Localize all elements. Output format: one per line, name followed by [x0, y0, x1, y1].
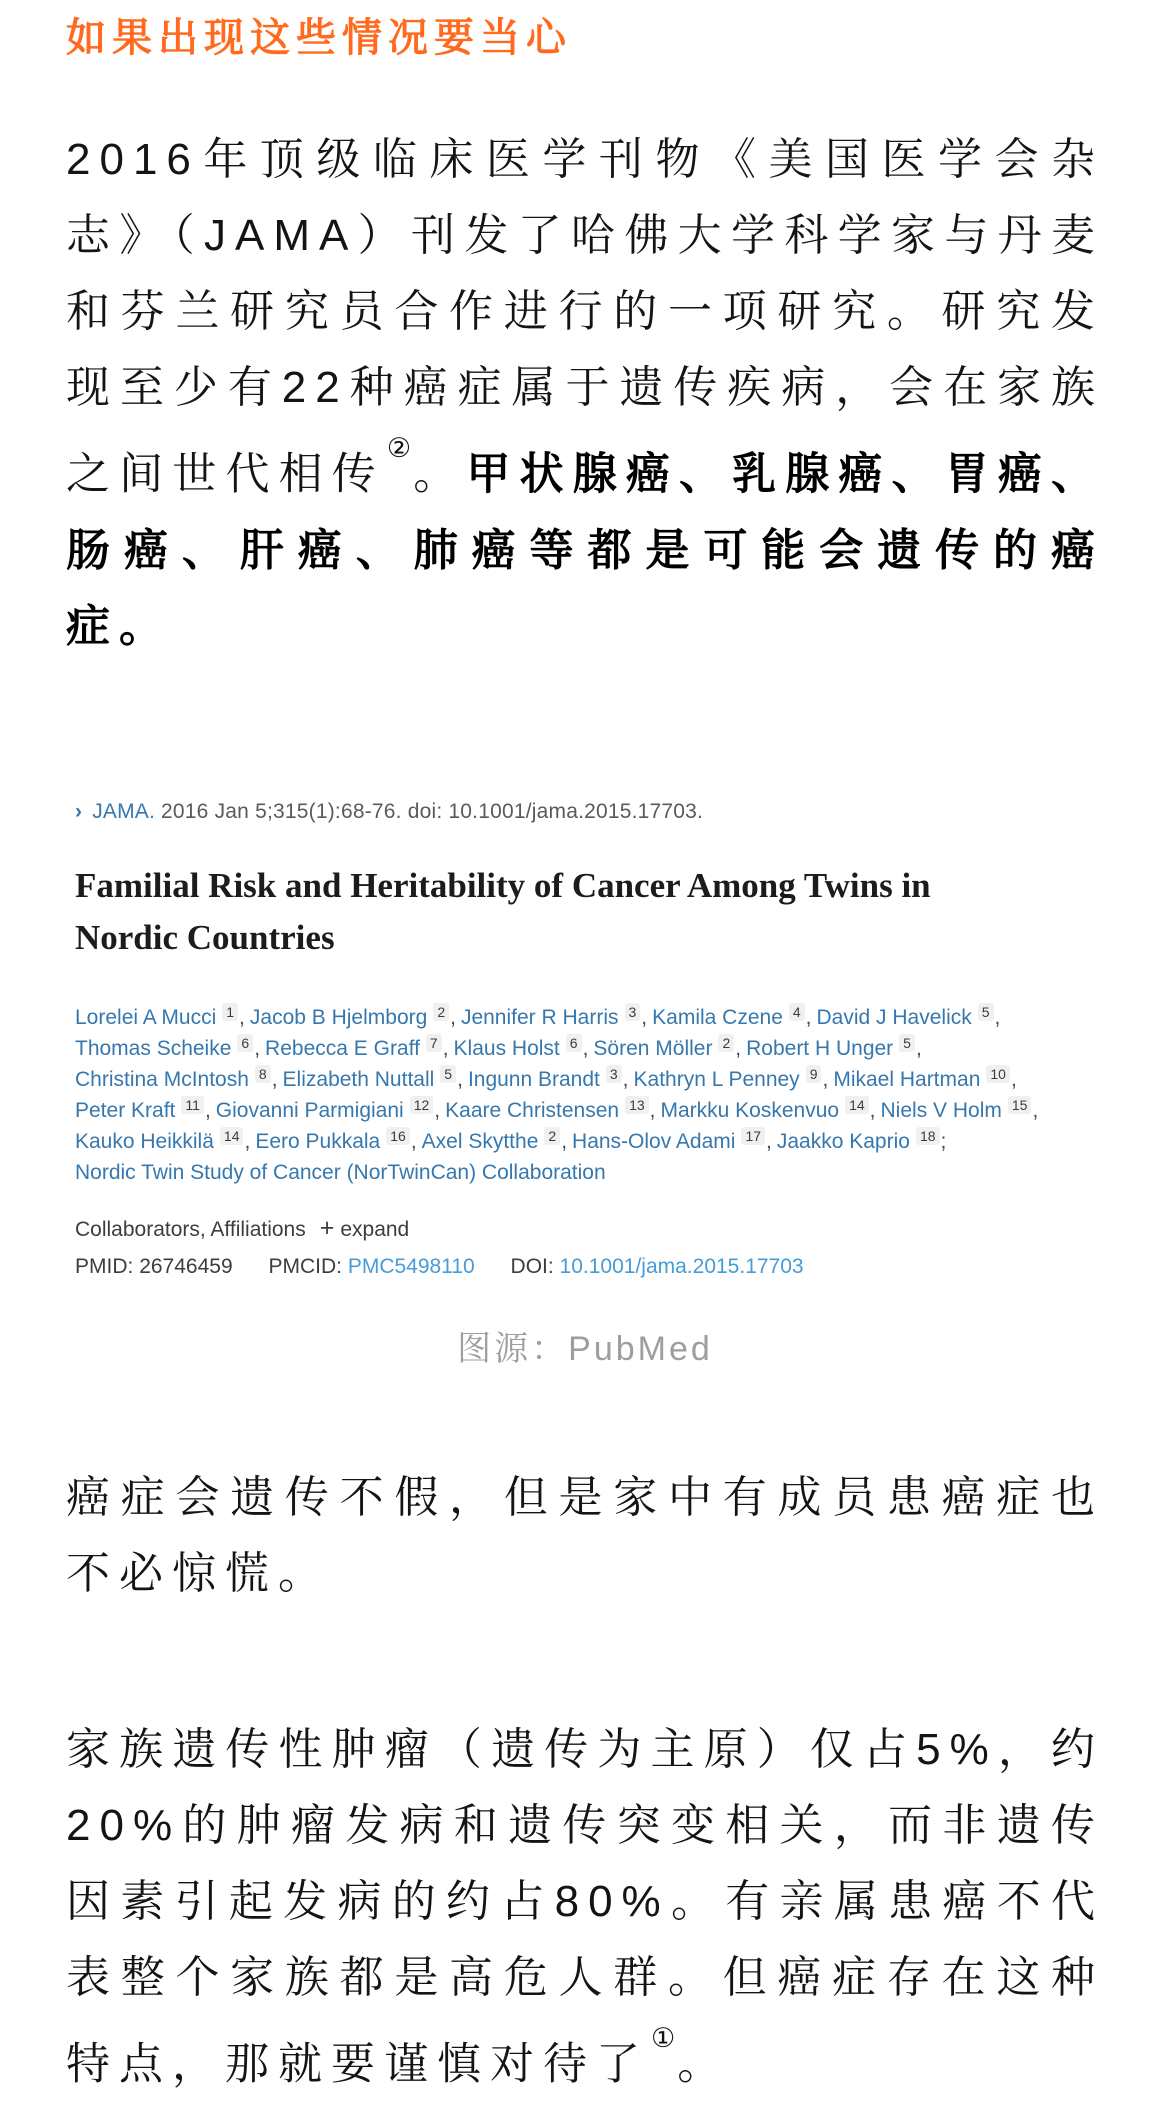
author	[593, 1034, 746, 1060]
author	[660, 1096, 881, 1122]
author-separator: ,	[561, 1129, 568, 1153]
doi-label: DOI:	[510, 1254, 554, 1278]
affiliation-number[interactable]: 7	[426, 1034, 442, 1052]
intro-bold-text: 甲状腺癌、乳腺癌、胃癌、肠癌、肝癌、肺癌等都是可能会遗传的癌症。	[66, 449, 1105, 651]
para3-period: 。	[677, 2039, 731, 2089]
image-caption: 图源：PubMed	[457, 1329, 713, 1368]
author-line	[75, 1002, 1104, 1033]
author-separator: ,	[410, 1129, 417, 1153]
author-link[interactable]: Christina McIntosh	[75, 1067, 249, 1091]
author-link[interactable]: Jennifer R Harris	[460, 1005, 619, 1029]
author-link[interactable]: Jaakko Kaprio	[776, 1129, 910, 1153]
author	[572, 1127, 777, 1153]
author	[460, 1003, 652, 1029]
author-separator: ,	[766, 1129, 772, 1153]
author	[75, 1065, 283, 1091]
author	[816, 1003, 1006, 1029]
expand-plus-icon: +	[319, 1213, 335, 1242]
footnote-ref-2: ②	[386, 433, 412, 463]
affiliation-number[interactable]: 6	[566, 1034, 582, 1052]
author-separator: ,	[915, 1036, 922, 1060]
author	[652, 1003, 816, 1029]
author	[215, 1096, 445, 1122]
paragraph-3	[66, 1712, 1104, 2102]
pmid-group	[75, 1255, 233, 1278]
author-separator: ,	[1010, 1067, 1017, 1091]
author-link[interactable]: Kathryn L Penney	[633, 1067, 800, 1091]
collaboration-line	[75, 1157, 1104, 1188]
author-link[interactable]: Klaus Holst	[453, 1036, 560, 1060]
author-separator: ,	[244, 1129, 251, 1153]
author-link[interactable]: Eero Pukkala	[255, 1129, 381, 1153]
pmid-label: PMID:	[75, 1254, 134, 1278]
pmcid-label: PMCID:	[268, 1254, 342, 1278]
author-link[interactable]: Robert H Unger	[746, 1036, 894, 1060]
author-separator: ,	[271, 1067, 278, 1091]
author-separator: ,	[805, 1005, 812, 1029]
author	[249, 1003, 461, 1029]
chevron-right-icon: ›	[75, 799, 83, 823]
affiliation-number[interactable]: 9	[806, 1065, 822, 1083]
affiliation-number[interactable]: 11	[181, 1096, 204, 1114]
pmcid-link[interactable]: PMC5498110	[347, 1254, 475, 1278]
author-separator: ,	[434, 1098, 441, 1122]
author-separator: ,	[994, 1005, 1001, 1029]
author	[776, 1127, 952, 1153]
author	[75, 1127, 255, 1153]
author-link[interactable]: Markku Koskenvuo	[660, 1098, 840, 1122]
author-link[interactable]: Kauko Heikkilä	[75, 1129, 214, 1153]
journal-citation-row	[75, 800, 1104, 824]
pubmed-screenshot	[66, 800, 1104, 1279]
author	[255, 1127, 421, 1153]
doi-group	[511, 1255, 804, 1278]
author	[265, 1034, 454, 1060]
pmcid-group	[268, 1255, 474, 1278]
affiliation-number[interactable]: 2	[718, 1034, 734, 1052]
article-body	[0, 14, 1170, 2102]
author-link[interactable]: Mikael Hartman	[833, 1067, 981, 1091]
author-separator: ,	[239, 1005, 245, 1029]
author	[880, 1096, 1044, 1122]
author-link[interactable]: Kaare Christensen	[445, 1098, 620, 1122]
author-separator: ,	[254, 1036, 261, 1060]
author-link[interactable]: Kamila Czene	[652, 1005, 783, 1029]
affiliation-number[interactable]: 14	[845, 1096, 869, 1114]
author-separator: ;	[940, 1129, 947, 1153]
affiliation-number[interactable]: 17	[741, 1127, 765, 1145]
affiliation-number[interactable]: 3	[606, 1065, 622, 1083]
author	[467, 1065, 634, 1091]
affiliation-number[interactable]: 5	[440, 1065, 456, 1083]
author-link[interactable]: Peter Kraft	[75, 1098, 176, 1122]
affiliation-number[interactable]: 2	[433, 1003, 449, 1021]
author-link[interactable]: Giovanni Parmigiani	[215, 1098, 404, 1122]
author-link[interactable]: Elizabeth Nuttall	[282, 1067, 435, 1091]
paragraph-2: 癌症会遗传不假，但是家中有成员患癌症也不必惊慌。	[66, 1472, 1104, 1598]
collaborators-label: Collaborators, Affiliations	[75, 1217, 306, 1241]
author-separator: ,	[822, 1067, 829, 1091]
author-separator: ,	[649, 1098, 656, 1122]
author-link[interactable]: Ingunn Brandt	[467, 1067, 600, 1091]
section-heading: 如果出现这些情况要当心	[66, 16, 572, 60]
author-line	[75, 1064, 1104, 1095]
author-link[interactable]: Rebecca E Graff	[265, 1036, 420, 1060]
affiliation-number[interactable]: 13	[625, 1096, 649, 1114]
collaboration-link[interactable]: Nordic Twin Study of Cancer (NorTwinCan) Collaboration	[75, 1160, 606, 1184]
author-link[interactable]: David J Havelick	[816, 1005, 972, 1029]
author-separator: ,	[869, 1098, 876, 1122]
expand-label: expand	[340, 1217, 410, 1241]
citation-text: 2016 Jan 5;315(1):68-76. doi: 10.1001/jama.2015.17703.	[161, 799, 704, 823]
affiliation-number[interactable]: 8	[255, 1065, 271, 1083]
author-line	[75, 1095, 1104, 1126]
authors-list	[75, 1002, 1104, 1157]
intro-text: 2016年顶级临床医学刊物《美国医学会杂志》（JAMA）刊发了哈佛大学科学家与丹麦和芬兰研究员合作进行的一项研究。研究发现至少有22种癌症属于遗传疾病，会在家族之间世代相传	[66, 135, 1104, 499]
intro-period: 。	[413, 449, 467, 499]
affiliation-number[interactable]: 18	[916, 1127, 940, 1145]
affiliation-number[interactable]: 6	[237, 1034, 253, 1052]
author-link[interactable]: Sören Möller	[593, 1036, 713, 1060]
author-link[interactable]: Thomas Scheike	[75, 1036, 232, 1060]
journal-link[interactable]: JAMA.	[92, 799, 156, 823]
author-separator: ,	[204, 1098, 211, 1122]
author-line	[75, 1126, 1104, 1157]
author-separator: ,	[622, 1067, 629, 1091]
author-separator: ,	[442, 1036, 449, 1060]
author	[746, 1034, 927, 1060]
pmid-value: 26746459	[139, 1254, 233, 1278]
author-separator: ,	[1032, 1098, 1039, 1122]
author	[75, 1034, 265, 1060]
author	[445, 1096, 660, 1122]
author-separator: ,	[735, 1036, 742, 1060]
author	[282, 1065, 468, 1091]
affiliation-number[interactable]: 2	[544, 1127, 560, 1145]
footnote-ref-1: ①	[651, 2022, 676, 2053]
paragraph-intro	[66, 122, 1104, 665]
author-link[interactable]: Lorelei A Mucci	[75, 1005, 217, 1029]
author-separator: ,	[582, 1036, 589, 1060]
author	[75, 1003, 250, 1029]
affiliation-number[interactable]: 5	[978, 1003, 994, 1021]
affiliation-number[interactable]: 10	[986, 1065, 1010, 1083]
affiliation-number[interactable]: 15	[1008, 1096, 1032, 1114]
author-line	[75, 1033, 1104, 1064]
author	[833, 1065, 1021, 1091]
author-separator: ,	[457, 1067, 463, 1091]
author-link[interactable]: Jacob B Hjelmborg	[249, 1005, 428, 1029]
affiliation-number[interactable]: 4	[789, 1003, 805, 1021]
author-separator: ,	[641, 1005, 648, 1029]
collaborators-expand-row[interactable]	[75, 1214, 1104, 1243]
affiliation-number[interactable]: 16	[386, 1127, 410, 1145]
author	[75, 1096, 216, 1122]
author	[421, 1127, 572, 1153]
article-title: Familial Risk and Heritability of Cancer Among Twins in Nordic Countries	[75, 865, 931, 957]
affiliation-number[interactable]: 5	[899, 1034, 915, 1052]
author	[633, 1065, 834, 1091]
author	[453, 1034, 594, 1060]
author-link[interactable]: Hans-Olov Adami	[572, 1129, 736, 1153]
doi-link[interactable]: 10.1001/jama.2015.17703	[559, 1254, 804, 1278]
affiliation-number[interactable]: 12	[410, 1096, 434, 1114]
identifiers-row	[75, 1255, 1104, 1279]
author-link[interactable]: Niels V Holm	[880, 1098, 1002, 1122]
author-separator: ,	[450, 1005, 456, 1029]
affiliation-number[interactable]: 14	[220, 1127, 244, 1145]
para3-text: 家族遗传性肿瘤（遗传为主原）仅占5%，约20%的肿瘤发病和遗传突变相关，而非遗传因素引起发病的约占80%。有亲属患癌不代表整个家族都是高危人群。但癌症存在这种特点，那就要谨慎对待了	[66, 1724, 1104, 2089]
affiliation-number[interactable]: 1	[222, 1003, 238, 1021]
author-link[interactable]: Axel Skytthe	[421, 1129, 539, 1153]
affiliation-number[interactable]: 3	[625, 1003, 641, 1021]
